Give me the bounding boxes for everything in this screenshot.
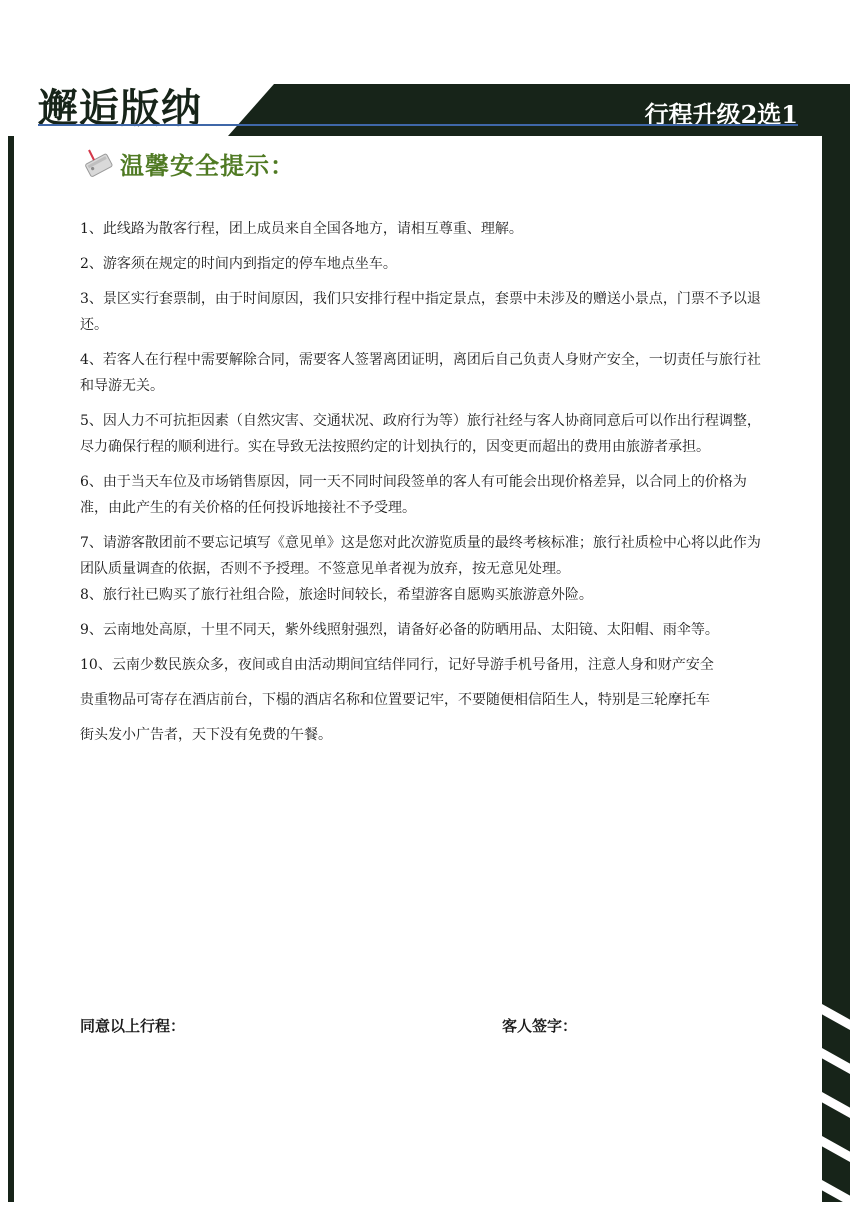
extra-tip: 街头发小广告者，天下没有免费的午餐。 bbox=[80, 727, 332, 743]
tip-text: 此线路为散客行程，团上成员来自全国各地方，请相互尊重、理解。 bbox=[102, 221, 523, 237]
guest-signature-label: 客人签字： bbox=[502, 1017, 578, 1035]
header-divider bbox=[38, 124, 798, 126]
tip-number: 3、 bbox=[80, 291, 103, 307]
tag-pencil-icon bbox=[80, 147, 114, 181]
tip-text: 云南少数民族众多，夜间或自由活动期间宜结伴同行，记好导游手机号备用，注意人身和财产安全 bbox=[111, 657, 714, 673]
tip-item bbox=[80, 652, 772, 678]
safety-tips-list bbox=[80, 216, 772, 757]
tip-item bbox=[80, 216, 772, 242]
itinerary-upgrade-title: 行程升级2选1 bbox=[644, 100, 798, 129]
tip-number: 7、 bbox=[80, 535, 103, 551]
tip-number: 4、 bbox=[80, 352, 103, 368]
tip-number: 2、 bbox=[80, 256, 103, 272]
brand-title: 邂逅版纳 bbox=[38, 85, 202, 132]
frame-left-border bbox=[8, 136, 14, 1202]
tip-item bbox=[80, 286, 772, 338]
tip-item bbox=[80, 251, 772, 277]
tip-number: 8、 bbox=[80, 587, 103, 603]
tip-item bbox=[80, 530, 772, 582]
tip-text: 游客须在规定的时间内到指定的停车地点坐车。 bbox=[102, 256, 397, 272]
tip-text: 云南地处高原，十里不同天，紫外线照射强烈，请备好必备的防晒用品、太阳镜、太阳帽、雨伞等。 bbox=[102, 622, 719, 638]
tip-number: 10、 bbox=[80, 657, 112, 673]
tip-text: 由于当天车位及市场销售原因，同一天不同时间段签单的客人有可能会出现价格差异，以合同上的价格为准，由此产生的有关价格的任何投诉地接社不予受理。 bbox=[80, 474, 747, 516]
extra-tip: 贵重物品可寄存在酒店前台，下榻的酒店名称和位置要记牢，不要随便相信陌生人，特别是三轮摩托车 bbox=[80, 692, 710, 708]
tip-item bbox=[80, 408, 772, 460]
tip-number: 5、 bbox=[80, 413, 103, 429]
tip-text: 若客人在行程中需要解除合同，需要客人签署离团证明，离团后自己负责人身财产安全，一切责任与旅行社和导游无关。 bbox=[80, 352, 761, 394]
tip-text: 景区实行套票制，由于时间原因，我们只安排行程中指定景点，套票中未涉及的赠送小景点，门票不予以退还。 bbox=[80, 291, 761, 333]
tip-item bbox=[80, 347, 772, 399]
tip-text: 请游客散团前不要忘记填写《意见单》这是您对此次游览质量的最终考核标准；旅行社质检中心将以此作为团队质量调查的依据，否则不予授理。不签意见单者视为放弃，按无意见处理。 bbox=[80, 535, 761, 577]
tip-text: 旅行社已购买了旅行社组合险，旅途时间较长，希望游客自愿购买旅游意外险。 bbox=[102, 587, 593, 603]
frame-right-border bbox=[822, 136, 850, 1202]
tip-number: 9、 bbox=[80, 622, 103, 638]
agree-itinerary-label: 同意以上行程： bbox=[80, 1017, 186, 1035]
tip-item bbox=[80, 582, 772, 608]
tip-item bbox=[80, 469, 772, 521]
tip-number: 6、 bbox=[80, 474, 103, 490]
section-title: 温馨安全提示： bbox=[120, 152, 295, 180]
section-header bbox=[80, 146, 295, 181]
tip-number: 1、 bbox=[80, 221, 103, 237]
tip-text: 因人力不可抗拒因素（自然灾害、交通状况、政府行为等）旅行社经与客人协商同意后可以作出行程调整，尽力确保行程的顺利进行。实在导致无法按照约定的计划执行的，因变更而超出的费用由旅游者承担。 bbox=[80, 413, 761, 455]
tip-item bbox=[80, 617, 772, 643]
